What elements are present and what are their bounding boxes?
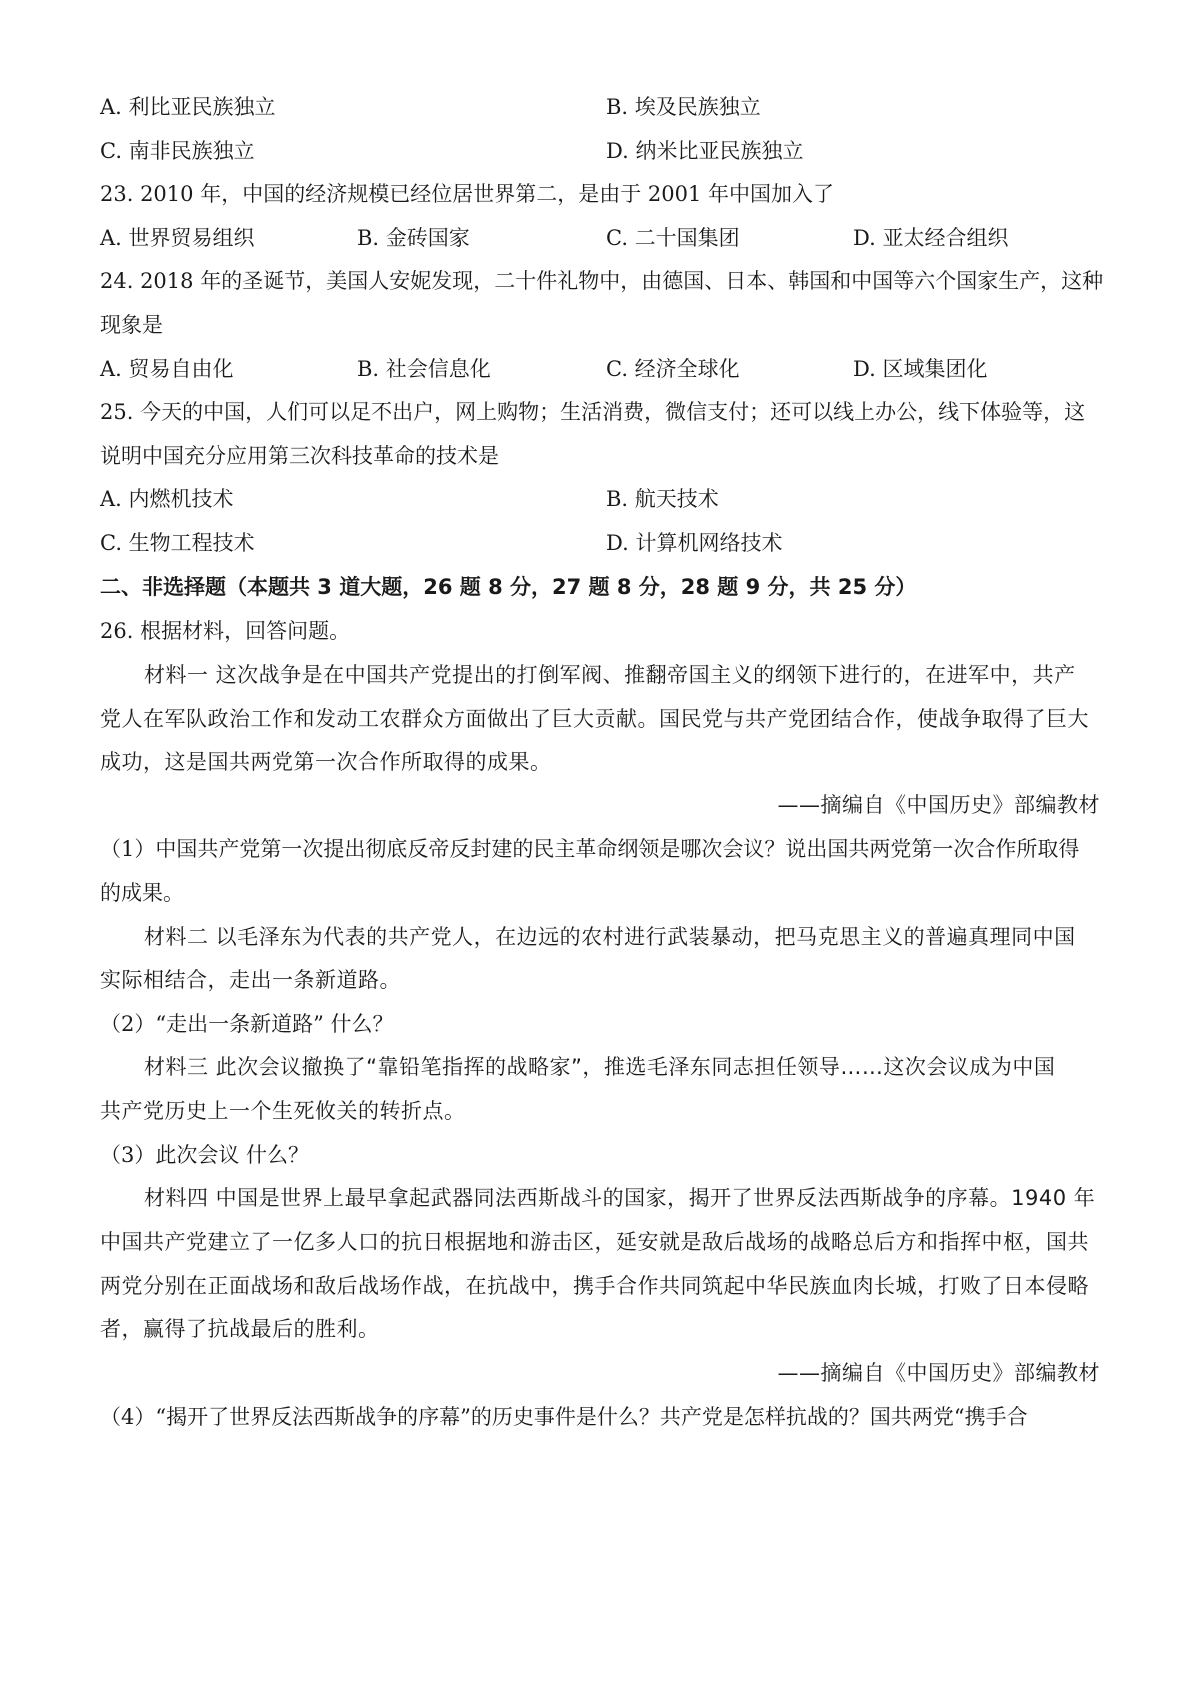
q26-sub1-line1: （1）中国共产党第一次提出彻底反帝反封建的民主革命纲领是哪次会议？说出国共两党第一次合作所取得 [100, 837, 1080, 861]
q25-option-d: D. 计算机网络技术 [606, 531, 783, 555]
q26-material4-line4: 者，赢得了抗战最后的胜利。 [100, 1317, 380, 1341]
q23-option-b: B. 金砖国家 [357, 226, 470, 250]
q26-sub3: （3）此次会议 什么？ [100, 1143, 310, 1167]
q26-material1-line2: 党人在军队政治工作和发动工农群众方面做出了巨大贡献。国民党与共产党团结合作，使战争取得了巨大 [100, 707, 1089, 731]
q23-stem: 23. 2010 年，中国的经济规模已经位居世界第二，是由于 2001 年中国加入了 [100, 182, 834, 206]
q26-material4-line3: 两党分别在正面战场和敌后战场作战，在抗战中，携手合作共同筑起中华民族血肉长城，打败了日本侵略 [100, 1274, 1089, 1298]
q23-option-a: A. 世界贸易组织 [100, 226, 255, 250]
q22-option-b: B. 埃及民族独立 [606, 95, 761, 119]
section2-heading: 二、非选择题（本题共 3 道大题，26 题 8 分，27 题 8 分，28 题 9 分，共 25 分） [100, 575, 917, 599]
q23-option-d: D. 亚太经合组织 [853, 226, 1009, 250]
q26-stem: 26. 根据材料，回答问题。 [100, 619, 351, 643]
q25-option-c: C. 生物工程技术 [100, 531, 255, 555]
q24-option-a: A. 贸易自由化 [100, 357, 234, 381]
q22-option-a: A. 利比亚民族独立 [100, 95, 276, 119]
q26-material1-source: ——摘编自《中国历史》部编教材 [777, 793, 1100, 817]
q26-material4-line1: 材料四 中国是世界上最早拿起武器同法西斯战斗的国家，揭开了世界反法西斯战争的序幕。1940 年 [144, 1186, 1096, 1210]
q26-material3-line2: 共产党历史上一个生死攸关的转折点。 [100, 1099, 466, 1123]
q24-option-c: C. 经济全球化 [606, 357, 740, 381]
q26-material1-line1: 材料一 这次战争是在中国共产党提出的打倒军阀、推翻帝国主义的纲领下进行的，在进军中，共产 [144, 663, 1076, 687]
q22-option-c: C. 南非民族独立 [100, 139, 255, 163]
q24-stem-line2: 现象是 [100, 313, 163, 337]
q25-option-a: A. 内燃机技术 [100, 487, 234, 511]
q26-material2-line1: 材料二 以毛泽东为代表的共产党人，在边远的农村进行武装暴动，把马克思主义的普遍真理同中国 [144, 925, 1076, 949]
q26-material2-line2: 实际相结合，走出一条新道路。 [100, 968, 401, 992]
q26-material4-source: ——摘编自《中国历史》部编教材 [777, 1361, 1100, 1385]
q26-sub4-line1: （4）“揭开了世界反法西斯战争的序幕”的历史事件是什么？共产党是怎样抗战的？国共两党“携手合 [100, 1405, 1028, 1429]
q24-option-b: B. 社会信息化 [357, 357, 491, 381]
q25-stem-line2: 说明中国充分应用第三次科技革命的技术是 [100, 444, 499, 468]
q26-material3-line1: 材料三 此次会议撤换了“靠铅笔指挥的战略家”，推选毛泽东同志担任领导……这次会议成为中国 [144, 1055, 1056, 1079]
q22-option-d: D. 纳米比亚民族独立 [606, 139, 804, 163]
q24-option-d: D. 区域集团化 [853, 357, 988, 381]
q26-sub1-line2: 的成果。 [100, 881, 184, 905]
q25-stem-line1: 25. 今天的中国，人们可以足不出户，网上购物；生活消费，微信支付；还可以线上办公，线下体验等，这 [100, 400, 1086, 424]
q26-material1-line3: 成功，这是国共两党第一次合作所取得的成果。 [100, 750, 552, 774]
q23-option-c: C. 二十国集团 [606, 226, 740, 250]
q26-material4-line2: 中国共产党建立了一亿多人口的抗日根据地和游击区，延安就是敌后战场的战略总后方和指挥中枢，国共 [100, 1230, 1089, 1254]
q26-sub2: （2）“走出一条新道路” 什么？ [100, 1012, 394, 1036]
q25-option-b: B. 航天技术 [606, 487, 719, 511]
q24-stem-line1: 24. 2018 年的圣诞节，美国人安妮发现，二十件礼物中，由德国、日本、韩国和中国等六个国家生产，这种 [100, 269, 1104, 293]
